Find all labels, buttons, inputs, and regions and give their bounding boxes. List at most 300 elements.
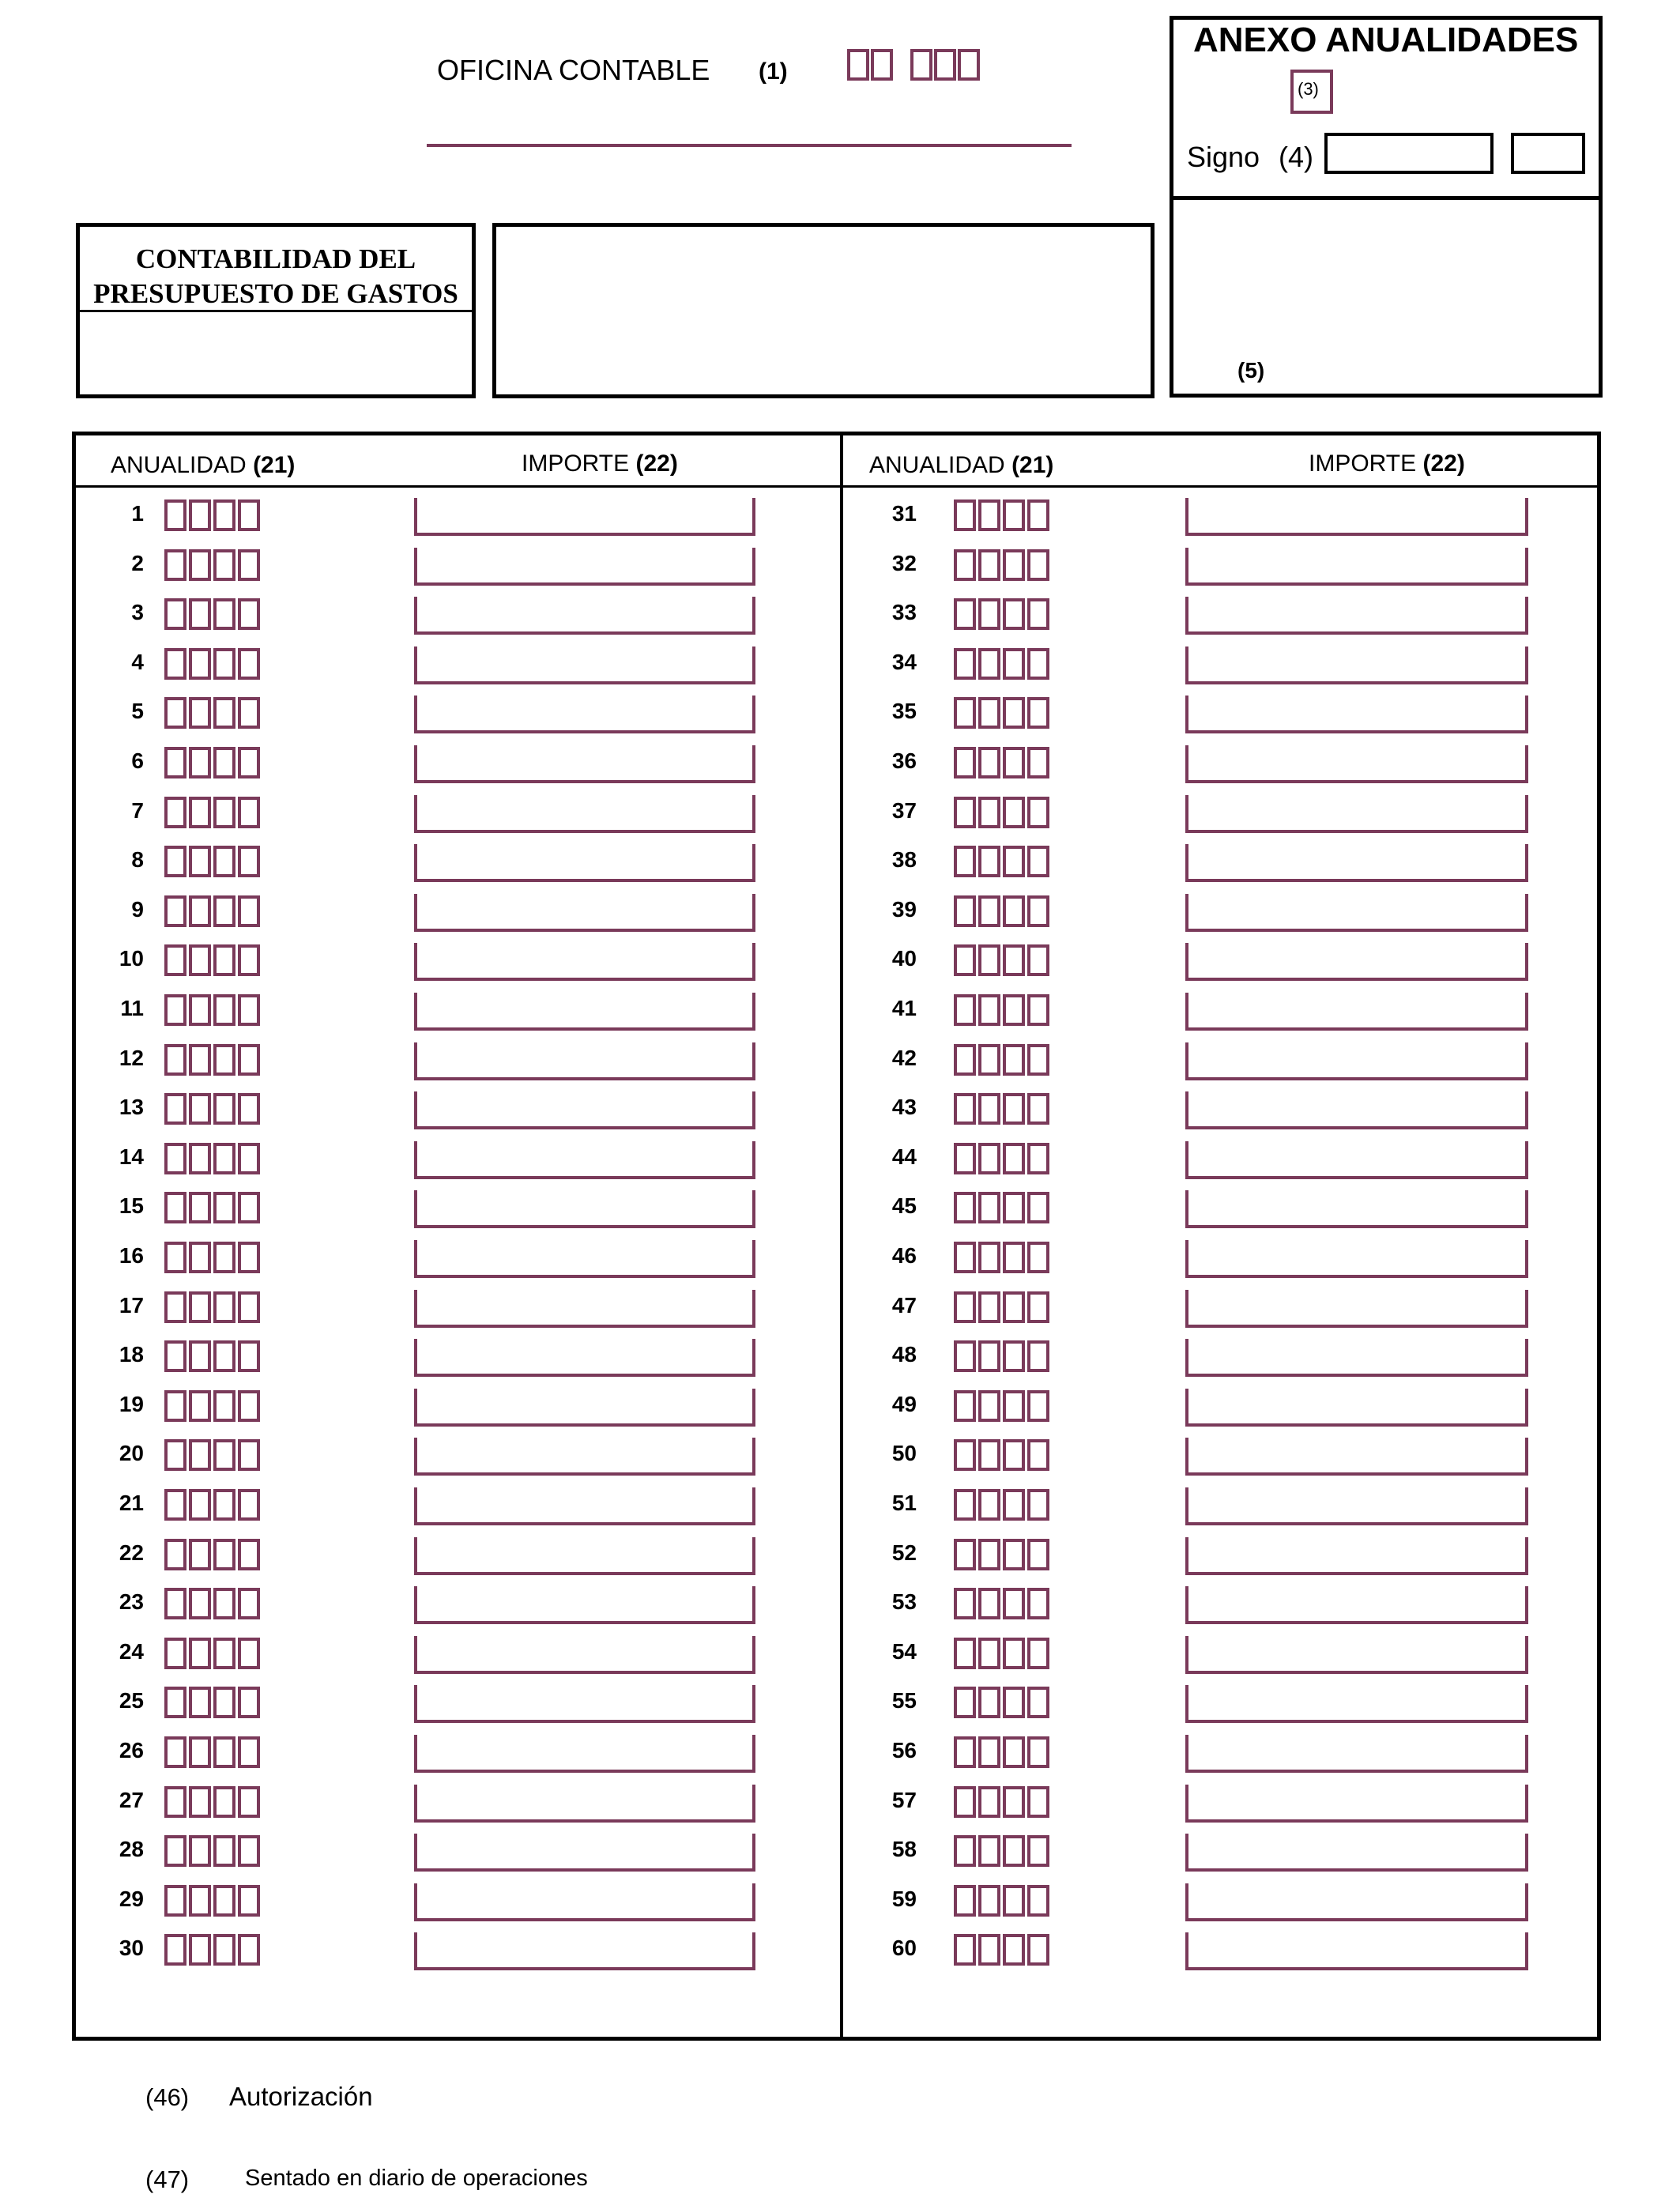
annuity-year-digit-cell[interactable]: [213, 895, 235, 927]
annuity-year-digit-cell[interactable]: [1027, 1786, 1049, 1818]
annuity-year-digit-cell[interactable]: [189, 994, 211, 1026]
importe-field[interactable]: [1185, 1240, 1528, 1278]
annuity-year-digit-cell[interactable]: [213, 549, 235, 581]
annuity-year-field[interactable]: [164, 1736, 262, 1770]
annuity-year-digit-cell[interactable]: [238, 1539, 260, 1570]
blank-box[interactable]: [492, 223, 1155, 398]
annuity-year-field[interactable]: [164, 697, 262, 730]
importe-field[interactable]: [1185, 1190, 1528, 1228]
importe-field[interactable]: [1185, 498, 1528, 536]
importe-field[interactable]: [414, 1141, 755, 1179]
annuity-year-digit-cell[interactable]: [213, 1835, 235, 1867]
annuity-year-digit-cell[interactable]: [954, 1736, 976, 1768]
annuity-year-digit-cell[interactable]: [978, 797, 1000, 828]
importe-field[interactable]: [414, 1883, 755, 1921]
office-code-cell[interactable]: [910, 49, 932, 81]
annuity-year-digit-cell[interactable]: [213, 1885, 235, 1917]
annuity-year-digit-cell[interactable]: [1027, 1242, 1049, 1273]
annuity-year-digit-cell[interactable]: [213, 1093, 235, 1125]
sign-field[interactable]: [1324, 133, 1494, 174]
office-code-cell[interactable]: [847, 49, 869, 81]
annuity-year-digit-cell[interactable]: [213, 697, 235, 729]
annuity-year-digit-cell[interactable]: [978, 598, 1000, 630]
annuity-year-digit-cell[interactable]: [1003, 1291, 1025, 1323]
importe-field[interactable]: [1185, 1636, 1528, 1674]
annuity-year-digit-cell[interactable]: [213, 1390, 235, 1422]
annuity-year-field[interactable]: [954, 1687, 1052, 1720]
annuity-year-field[interactable]: [164, 1242, 262, 1275]
importe-field[interactable]: [1185, 1932, 1528, 1970]
annuity-year-digit-cell[interactable]: [189, 944, 211, 976]
annuity-year-field[interactable]: [164, 1489, 262, 1522]
annuity-year-digit-cell[interactable]: [213, 1687, 235, 1718]
annuity-year-digit-cell[interactable]: [189, 1439, 211, 1471]
annuity-year-digit-cell[interactable]: [954, 1687, 976, 1718]
annuity-year-digit-cell[interactable]: [954, 549, 976, 581]
annuity-year-digit-cell[interactable]: [1003, 994, 1025, 1026]
annuity-year-digit-cell[interactable]: [164, 1291, 186, 1323]
annuity-year-digit-cell[interactable]: [238, 994, 260, 1026]
annuity-year-digit-cell[interactable]: [1003, 1093, 1025, 1125]
annuity-year-field[interactable]: [164, 598, 262, 631]
annuity-year-digit-cell[interactable]: [1003, 1687, 1025, 1718]
annuity-year-digit-cell[interactable]: [978, 697, 1000, 729]
annuity-year-field[interactable]: [164, 1588, 262, 1621]
importe-field[interactable]: [1185, 597, 1528, 635]
annuity-year-digit-cell[interactable]: [978, 895, 1000, 927]
annuity-year-field[interactable]: [164, 747, 262, 780]
annuity-year-digit-cell[interactable]: [164, 1340, 186, 1372]
annuity-year-digit-cell[interactable]: [189, 1736, 211, 1768]
annuity-year-field[interactable]: [164, 1885, 262, 1918]
annuity-year-digit-cell[interactable]: [1003, 1439, 1025, 1471]
annuity-year-digit-cell[interactable]: [238, 895, 260, 927]
annuity-year-digit-cell[interactable]: [978, 846, 1000, 877]
annuity-year-digit-cell[interactable]: [164, 1885, 186, 1917]
annuity-year-digit-cell[interactable]: [213, 994, 235, 1026]
annuity-year-digit-cell[interactable]: [1003, 1934, 1025, 1966]
annuity-year-digit-cell[interactable]: [1027, 1390, 1049, 1422]
importe-field[interactable]: [414, 1438, 755, 1476]
annuity-year-field[interactable]: [954, 549, 1052, 582]
annuity-year-digit-cell[interactable]: [978, 1242, 1000, 1273]
annuity-year-digit-cell[interactable]: [213, 598, 235, 630]
annuity-year-field[interactable]: [954, 648, 1052, 681]
annuity-year-digit-cell[interactable]: [1027, 1835, 1049, 1867]
annuity-year-digit-cell[interactable]: [1027, 499, 1049, 531]
annuity-year-field[interactable]: [954, 1044, 1052, 1077]
importe-field[interactable]: [1185, 844, 1528, 882]
annuity-year-field[interactable]: [954, 1192, 1052, 1225]
annuity-year-digit-cell[interactable]: [238, 697, 260, 729]
annuity-year-digit-cell[interactable]: [189, 549, 211, 581]
annuity-year-digit-cell[interactable]: [954, 697, 976, 729]
annuity-year-digit-cell[interactable]: [978, 1439, 1000, 1471]
importe-field[interactable]: [1185, 1091, 1528, 1129]
annuity-year-digit-cell[interactable]: [1003, 1044, 1025, 1076]
importe-field[interactable]: [1185, 1042, 1528, 1080]
annuity-year-field[interactable]: [954, 747, 1052, 780]
annuity-year-digit-cell[interactable]: [238, 1687, 260, 1718]
annuity-year-digit-cell[interactable]: [954, 1340, 976, 1372]
importe-field[interactable]: [414, 1685, 755, 1723]
annuity-year-digit-cell[interactable]: [978, 1786, 1000, 1818]
annuity-year-digit-cell[interactable]: [978, 994, 1000, 1026]
annuity-year-digit-cell[interactable]: [954, 747, 976, 778]
annuity-year-field[interactable]: [164, 846, 262, 879]
annuity-year-digit-cell[interactable]: [1003, 1539, 1025, 1570]
annuity-year-field[interactable]: [164, 549, 262, 582]
annuity-year-digit-cell[interactable]: [164, 1390, 186, 1422]
sign-field-small[interactable]: [1511, 133, 1585, 174]
annuity-year-digit-cell[interactable]: [213, 1588, 235, 1619]
importe-field[interactable]: [414, 548, 755, 586]
annuity-year-digit-cell[interactable]: [954, 1291, 976, 1323]
importe-field[interactable]: [414, 993, 755, 1031]
annuity-year-digit-cell[interactable]: [213, 1934, 235, 1966]
annuity-year-digit-cell[interactable]: [213, 1192, 235, 1223]
annuity-year-digit-cell[interactable]: [164, 747, 186, 778]
annuity-year-digit-cell[interactable]: [238, 1192, 260, 1223]
annuity-year-field[interactable]: [164, 944, 262, 978]
importe-field[interactable]: [414, 1487, 755, 1525]
annuity-year-field[interactable]: [164, 1439, 262, 1472]
annuity-year-digit-cell[interactable]: [954, 1588, 976, 1619]
annuity-year-digit-cell[interactable]: [954, 648, 976, 680]
annuity-year-digit-cell[interactable]: [189, 747, 211, 778]
annuity-year-digit-cell[interactable]: [1003, 895, 1025, 927]
annuity-year-digit-cell[interactable]: [164, 1489, 186, 1521]
annuity-year-digit-cell[interactable]: [978, 1093, 1000, 1125]
annuity-year-digit-cell[interactable]: [164, 648, 186, 680]
annuity-year-digit-cell[interactable]: [189, 797, 211, 828]
annuity-year-digit-cell[interactable]: [238, 1390, 260, 1422]
annuity-year-digit-cell[interactable]: [189, 1539, 211, 1570]
annuity-year-digit-cell[interactable]: [238, 1093, 260, 1125]
importe-field[interactable]: [1185, 795, 1528, 833]
importe-field[interactable]: [414, 1042, 755, 1080]
annuity-year-field[interactable]: [954, 1291, 1052, 1325]
annuity-year-digit-cell[interactable]: [1003, 1242, 1025, 1273]
annuity-year-digit-cell[interactable]: [238, 1835, 260, 1867]
importe-field[interactable]: [414, 1735, 755, 1773]
annuity-year-digit-cell[interactable]: [954, 1934, 976, 1966]
annuity-year-digit-cell[interactable]: [954, 1192, 976, 1223]
annuity-year-digit-cell[interactable]: [238, 1340, 260, 1372]
annuity-year-field[interactable]: [164, 499, 262, 533]
annuity-year-digit-cell[interactable]: [189, 1638, 211, 1669]
annuity-year-digit-cell[interactable]: [954, 1835, 976, 1867]
annuity-year-digit-cell[interactable]: [164, 1934, 186, 1966]
annuity-year-digit-cell[interactable]: [164, 1093, 186, 1125]
annuity-year-digit-cell[interactable]: [1003, 1390, 1025, 1422]
annuity-year-digit-cell[interactable]: [1027, 797, 1049, 828]
annuity-year-digit-cell[interactable]: [213, 1736, 235, 1768]
annuity-year-digit-cell[interactable]: [213, 747, 235, 778]
annuity-year-digit-cell[interactable]: [954, 1885, 976, 1917]
annuity-year-digit-cell[interactable]: [1003, 1489, 1025, 1521]
annuity-year-digit-cell[interactable]: [164, 1588, 186, 1619]
annuity-year-digit-cell[interactable]: [1027, 895, 1049, 927]
annuity-year-digit-cell[interactable]: [954, 1489, 976, 1521]
annuity-year-field[interactable]: [164, 1192, 262, 1225]
importe-field[interactable]: [1185, 1438, 1528, 1476]
annuity-year-digit-cell[interactable]: [1027, 1291, 1049, 1323]
annuity-year-digit-cell[interactable]: [1027, 1885, 1049, 1917]
annuity-year-digit-cell[interactable]: [238, 598, 260, 630]
importe-field[interactable]: [414, 1190, 755, 1228]
office-code-field[interactable]: [847, 49, 981, 84]
annuity-year-digit-cell[interactable]: [189, 1835, 211, 1867]
annuity-year-digit-cell[interactable]: [954, 1143, 976, 1174]
annuity-year-field[interactable]: [954, 1340, 1052, 1374]
annuity-year-digit-cell[interactable]: [1027, 944, 1049, 976]
annuity-year-digit-cell[interactable]: [1003, 1736, 1025, 1768]
annuity-year-digit-cell[interactable]: [1027, 697, 1049, 729]
annuity-year-digit-cell[interactable]: [1003, 697, 1025, 729]
annuity-year-digit-cell[interactable]: [1003, 1835, 1025, 1867]
importe-field[interactable]: [1185, 894, 1528, 932]
annuity-year-digit-cell[interactable]: [189, 1489, 211, 1521]
annuity-year-field[interactable]: [954, 1093, 1052, 1126]
annuity-year-digit-cell[interactable]: [164, 1736, 186, 1768]
annuity-year-digit-cell[interactable]: [978, 1192, 1000, 1223]
annuity-year-digit-cell[interactable]: [164, 1638, 186, 1669]
importe-field[interactable]: [414, 1091, 755, 1129]
annuity-year-digit-cell[interactable]: [238, 1489, 260, 1521]
importe-field[interactable]: [414, 1785, 755, 1823]
annuity-year-digit-cell[interactable]: [213, 1291, 235, 1323]
annuity-year-digit-cell[interactable]: [238, 1638, 260, 1669]
importe-field[interactable]: [414, 498, 755, 536]
annuity-year-field[interactable]: [164, 1143, 262, 1176]
annuity-year-field[interactable]: [164, 1638, 262, 1671]
annuity-year-digit-cell[interactable]: [164, 797, 186, 828]
importe-field[interactable]: [414, 1339, 755, 1377]
annuity-year-digit-cell[interactable]: [189, 1093, 211, 1125]
annuity-year-digit-cell[interactable]: [1027, 1340, 1049, 1372]
office-code-cell[interactable]: [871, 49, 893, 81]
importe-field[interactable]: [414, 1240, 755, 1278]
annuity-year-digit-cell[interactable]: [164, 499, 186, 531]
annuity-year-digit-cell[interactable]: [189, 697, 211, 729]
annuity-year-digit-cell[interactable]: [164, 895, 186, 927]
annuity-year-digit-cell[interactable]: [954, 1539, 976, 1570]
annuity-year-digit-cell[interactable]: [164, 1143, 186, 1174]
annuity-year-digit-cell[interactable]: [978, 1885, 1000, 1917]
annuity-year-digit-cell[interactable]: [213, 1439, 235, 1471]
annuity-year-digit-cell[interactable]: [1003, 846, 1025, 877]
annuity-year-digit-cell[interactable]: [213, 1242, 235, 1273]
annuity-year-digit-cell[interactable]: [164, 598, 186, 630]
annuity-year-digit-cell[interactable]: [213, 1786, 235, 1818]
annuity-year-field[interactable]: [954, 1489, 1052, 1522]
annuity-year-digit-cell[interactable]: [238, 1736, 260, 1768]
annuity-year-digit-cell[interactable]: [1027, 1044, 1049, 1076]
annuity-year-digit-cell[interactable]: [978, 944, 1000, 976]
annuity-year-digit-cell[interactable]: [213, 1340, 235, 1372]
annuity-year-digit-cell[interactable]: [164, 697, 186, 729]
annuity-year-digit-cell[interactable]: [1003, 1192, 1025, 1223]
annuity-year-digit-cell[interactable]: [238, 1885, 260, 1917]
annuity-year-digit-cell[interactable]: [189, 1390, 211, 1422]
annuity-year-digit-cell[interactable]: [189, 1044, 211, 1076]
annuity-year-digit-cell[interactable]: [1027, 846, 1049, 877]
annuity-year-digit-cell[interactable]: [189, 1687, 211, 1718]
annuity-year-digit-cell[interactable]: [1003, 499, 1025, 531]
annuity-year-digit-cell[interactable]: [1027, 648, 1049, 680]
annuity-year-digit-cell[interactable]: [1027, 1736, 1049, 1768]
annuity-year-digit-cell[interactable]: [1027, 549, 1049, 581]
annuity-year-digit-cell[interactable]: [164, 1439, 186, 1471]
annuity-year-digit-cell[interactable]: [978, 1143, 1000, 1174]
annuity-year-field[interactable]: [954, 1390, 1052, 1423]
annuity-year-field[interactable]: [954, 1539, 1052, 1572]
annuity-year-field[interactable]: [164, 797, 262, 830]
annuity-year-digit-cell[interactable]: [238, 499, 260, 531]
annuity-year-digit-cell[interactable]: [164, 1192, 186, 1223]
annuity-year-digit-cell[interactable]: [1027, 747, 1049, 778]
annuity-year-digit-cell[interactable]: [1027, 1934, 1049, 1966]
annuity-year-digit-cell[interactable]: [1027, 1093, 1049, 1125]
annuity-year-digit-cell[interactable]: [1027, 598, 1049, 630]
importe-field[interactable]: [414, 1537, 755, 1575]
annuity-year-field[interactable]: [164, 1786, 262, 1819]
annuity-year-digit-cell[interactable]: [213, 1044, 235, 1076]
annuity-year-digit-cell[interactable]: [164, 1242, 186, 1273]
annuity-year-field[interactable]: [164, 1093, 262, 1126]
annuity-year-digit-cell[interactable]: [238, 1242, 260, 1273]
annuity-year-digit-cell[interactable]: [213, 944, 235, 976]
annuity-year-digit-cell[interactable]: [978, 1835, 1000, 1867]
annuity-year-digit-cell[interactable]: [954, 944, 976, 976]
annuity-year-digit-cell[interactable]: [213, 1539, 235, 1570]
annuity-year-digit-cell[interactable]: [238, 648, 260, 680]
importe-field[interactable]: [1185, 943, 1528, 981]
importe-field[interactable]: [1185, 1785, 1528, 1823]
importe-field[interactable]: [1185, 745, 1528, 783]
annuity-year-digit-cell[interactable]: [978, 1291, 1000, 1323]
annuity-year-field[interactable]: [164, 1934, 262, 1967]
annuity-year-digit-cell[interactable]: [189, 895, 211, 927]
annuity-year-field[interactable]: [954, 1439, 1052, 1472]
annuity-year-digit-cell[interactable]: [164, 1835, 186, 1867]
annuity-year-field[interactable]: [954, 1588, 1052, 1621]
annuity-year-digit-cell[interactable]: [1027, 994, 1049, 1026]
annuity-year-digit-cell[interactable]: [954, 994, 976, 1026]
annuity-year-digit-cell[interactable]: [213, 1638, 235, 1669]
annuity-year-digit-cell[interactable]: [189, 1242, 211, 1273]
annuity-year-digit-cell[interactable]: [978, 1588, 1000, 1619]
annuity-year-digit-cell[interactable]: [238, 1786, 260, 1818]
importe-field[interactable]: [414, 1586, 755, 1624]
annuity-year-digit-cell[interactable]: [954, 1638, 976, 1669]
importe-field[interactable]: [1185, 1339, 1528, 1377]
annuity-year-digit-cell[interactable]: [978, 747, 1000, 778]
annuity-year-digit-cell[interactable]: [213, 648, 235, 680]
importe-field[interactable]: [1185, 1290, 1528, 1328]
annuity-year-digit-cell[interactable]: [238, 1044, 260, 1076]
annuity-year-field[interactable]: [954, 697, 1052, 730]
annuity-year-digit-cell[interactable]: [978, 1687, 1000, 1718]
annuity-year-field[interactable]: [954, 1143, 1052, 1176]
importe-field[interactable]: [414, 647, 755, 684]
annuity-year-digit-cell[interactable]: [1027, 1687, 1049, 1718]
annuity-year-field[interactable]: [164, 1390, 262, 1423]
importe-field[interactable]: [414, 844, 755, 882]
annuity-year-digit-cell[interactable]: [1027, 1143, 1049, 1174]
annuity-year-digit-cell[interactable]: [189, 1291, 211, 1323]
importe-field[interactable]: [1185, 1487, 1528, 1525]
annuity-year-digit-cell[interactable]: [1003, 1143, 1025, 1174]
importe-field[interactable]: [1185, 696, 1528, 733]
annuity-year-digit-cell[interactable]: [1003, 1638, 1025, 1669]
annuity-year-digit-cell[interactable]: [238, 1143, 260, 1174]
annuity-year-digit-cell[interactable]: [164, 1044, 186, 1076]
annuity-year-digit-cell[interactable]: [164, 549, 186, 581]
annuity-year-field[interactable]: [954, 944, 1052, 978]
annuity-year-digit-cell[interactable]: [1027, 1539, 1049, 1570]
annuity-year-digit-cell[interactable]: [978, 1340, 1000, 1372]
annuity-year-digit-cell[interactable]: [978, 1539, 1000, 1570]
annuity-year-digit-cell[interactable]: [238, 944, 260, 976]
annuity-year-digit-cell[interactable]: [189, 1192, 211, 1223]
importe-field[interactable]: [414, 1636, 755, 1674]
importe-field[interactable]: [1185, 1883, 1528, 1921]
annuity-year-field[interactable]: [954, 499, 1052, 533]
annuity-year-digit-cell[interactable]: [978, 499, 1000, 531]
annuity-year-digit-cell[interactable]: [238, 797, 260, 828]
annuity-year-digit-cell[interactable]: [1003, 549, 1025, 581]
annuity-year-field[interactable]: [164, 1539, 262, 1572]
annuity-year-field[interactable]: [164, 994, 262, 1027]
annuity-year-field[interactable]: [954, 1885, 1052, 1918]
annuity-year-digit-cell[interactable]: [954, 1242, 976, 1273]
importe-field[interactable]: [1185, 993, 1528, 1031]
annuity-year-digit-cell[interactable]: [238, 1439, 260, 1471]
importe-field[interactable]: [1185, 1834, 1528, 1872]
annuity-year-digit-cell[interactable]: [189, 499, 211, 531]
annuity-year-field[interactable]: [164, 1044, 262, 1077]
annuity-year-field[interactable]: [164, 648, 262, 681]
annuity-year-digit-cell[interactable]: [213, 1143, 235, 1174]
annuity-year-digit-cell[interactable]: [954, 1786, 976, 1818]
annuity-year-field[interactable]: [164, 1291, 262, 1325]
importe-field[interactable]: [414, 1290, 755, 1328]
importe-field[interactable]: [1185, 1389, 1528, 1427]
annuity-year-digit-cell[interactable]: [189, 1885, 211, 1917]
annuity-year-digit-cell[interactable]: [978, 1489, 1000, 1521]
annuity-year-field[interactable]: [954, 1242, 1052, 1275]
importe-field[interactable]: [1185, 647, 1528, 684]
annuity-year-digit-cell[interactable]: [213, 797, 235, 828]
annuity-year-field[interactable]: [954, 994, 1052, 1027]
annuity-year-digit-cell[interactable]: [954, 1439, 976, 1471]
importe-field[interactable]: [414, 745, 755, 783]
office-code-cell[interactable]: [958, 49, 980, 81]
annuity-year-digit-cell[interactable]: [164, 1786, 186, 1818]
annuity-year-digit-cell[interactable]: [954, 499, 976, 531]
annuity-year-digit-cell[interactable]: [978, 1390, 1000, 1422]
annuity-year-field[interactable]: [954, 1934, 1052, 1967]
annuity-year-digit-cell[interactable]: [189, 648, 211, 680]
annuity-year-field[interactable]: [954, 1835, 1052, 1868]
annuity-year-field[interactable]: [954, 797, 1052, 830]
importe-field[interactable]: [1185, 1141, 1528, 1179]
office-code-cell[interactable]: [934, 49, 956, 81]
annuity-year-field[interactable]: [954, 1786, 1052, 1819]
annuity-year-digit-cell[interactable]: [189, 1588, 211, 1619]
